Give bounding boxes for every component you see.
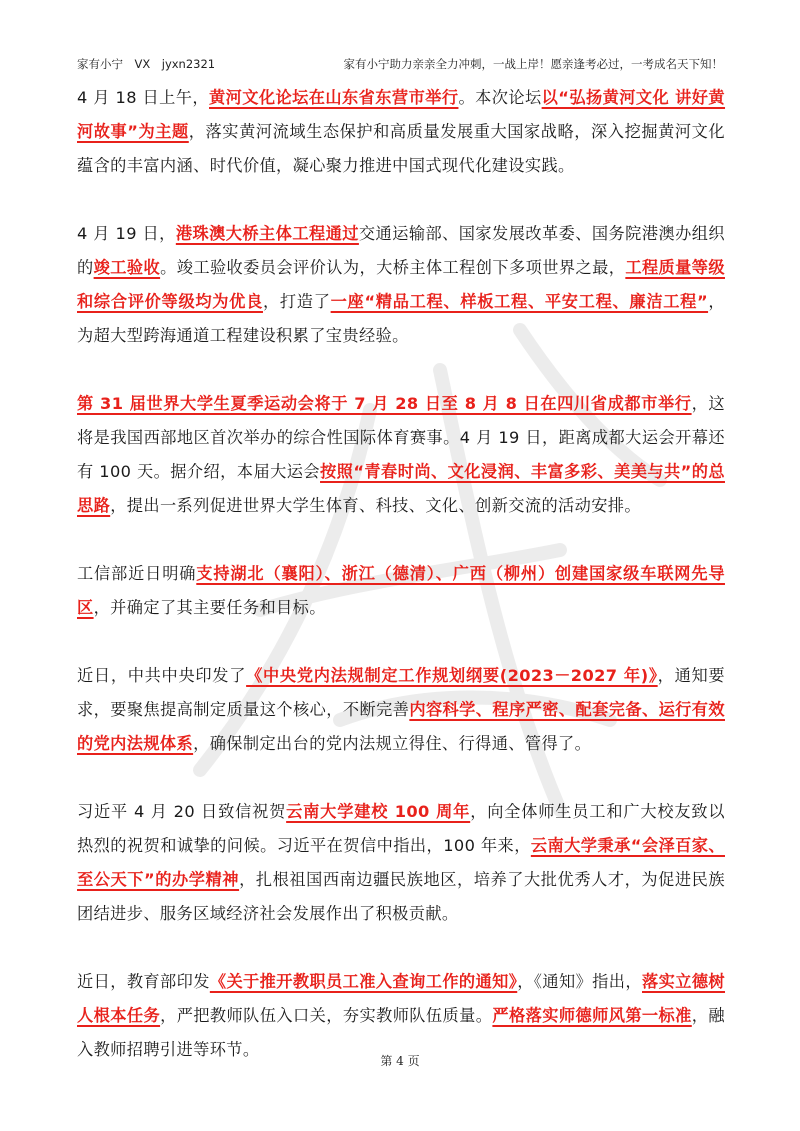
paragraph-text: 。竣工验收委员会评价认为，大桥主体工程创下多项世界之最，	[160, 258, 626, 277]
highlighted-text: 内容科学、程序严密、配套完备、运行有效的党内法规体系	[77, 700, 725, 753]
news-paragraph	[77, 659, 725, 761]
highlighted-text: 落实立德树人根本任务	[77, 972, 726, 1025]
page-header	[77, 56, 723, 72]
highlighted-text: 《中央党内法规制定工作规划纲要(2023－2027 年)》	[246, 666, 658, 685]
news-paragraph	[77, 387, 725, 523]
paragraph-text: ，向全体师生员工和广大校友致以热烈的祝贺和诚挚的问候。习近平在贺信中指出，100 年来，	[77, 802, 725, 855]
header-left-text: 家有小宁 VX jyxn2321	[77, 57, 216, 71]
news-paragraph	[77, 217, 725, 353]
highlighted-text: 按照“青春时尚、文化浸润、丰富多彩、美美与共”的总思路	[77, 462, 725, 515]
header-right-text: 家有小宁助力亲亲全力冲刺，一战上岸！愿亲逢考必过，一考成名天下知！	[343, 57, 723, 71]
news-paragraph	[77, 795, 725, 931]
paragraph-text: 工信部近日明确	[77, 564, 197, 583]
paragraph-text: 习近平 4 月 20 日致信祝贺	[77, 802, 287, 821]
highlighted-text: 工程质量等级和综合评价等级均为优良	[77, 258, 725, 311]
paragraph-text: ，扎根祖国西南边疆民族地区，培养了大批优秀人才，为促进民族团结进步、服务区域经济社会发展作出了积极贡献。	[77, 870, 725, 923]
highlighted-text: 第 31 届世界大学生夏季运动会将于 7 月 28 日至 8 月 8 日在四川省成都市举行	[77, 394, 692, 413]
highlighted-text: 严格落实师德师风第一标准	[492, 1006, 692, 1025]
paragraph-text: ，并确定了其主要任务和目标。	[93, 598, 326, 617]
paragraph-text: 4 月 18 日上午，	[77, 88, 210, 107]
paragraph-text: ，提出一系列促进世界大学生体育、科技、文化、创新交流的活动安排。	[110, 496, 641, 515]
paragraph-text: 交通运输部、国家发展改革委、国务院港澳办组织的	[77, 224, 725, 277]
paragraph-text: ，《通知》指出，	[517, 972, 642, 991]
page-number: 第 4 页	[380, 1054, 420, 1068]
paragraph-text: 。本次论坛	[458, 88, 542, 107]
news-paragraph	[77, 557, 725, 625]
news-paragraph	[77, 81, 725, 183]
highlighted-text: 《关于推开教职员工准入查询工作的通知》	[209, 972, 518, 991]
highlighted-text: 云南大学建校 100 周年	[286, 802, 471, 821]
paragraph-text: ，这将是我国西部地区首次举办的综合性国际体育赛事。4 月 19 日，距离成都大运会开幕还有 100 天。据介绍，本届大运会	[77, 394, 725, 481]
paragraph-text: 近日，教育部印发	[77, 972, 210, 991]
paragraph-text: ，为超大型跨海通道工程建设积累了宝贵经验。	[77, 292, 725, 345]
paragraph-text: 4 月 19 日，	[77, 224, 176, 243]
highlighted-text: 一座“精品工程、样板工程、平安工程、廉洁工程”	[330, 292, 709, 311]
paragraph-text: 近日，中共中央印发了	[77, 666, 247, 685]
highlighted-text: 以“弘扬黄河文化 讲好黄河故事”为主题	[77, 88, 726, 141]
highlighted-text: 黄河文化论坛在山东省东营市举行	[209, 88, 459, 107]
highlighted-text: 支持湖北（襄阳）、浙江（德清）、广西（柳州）创建国家级车联网先导区	[77, 564, 725, 617]
highlighted-text: 港珠澳大桥主体工程通过	[175, 224, 359, 243]
highlighted-text: 竣工验收	[93, 258, 161, 277]
highlighted-text: 云南大学秉承“会泽百家、至公天下”的办学精神	[77, 836, 725, 889]
paragraph-text: ，通知要求，要聚焦提高制定质量这个核心，不断完善	[77, 666, 725, 719]
paragraph-text: ，打造了	[262, 292, 331, 311]
article-body	[77, 81, 725, 1101]
paragraph-text: ，严把教师队伍入口关，夯实教师队伍质量。	[160, 1006, 493, 1025]
paragraph-text: ，落实黄河流域生态保护和高质量发展重大国家战略，深入挖掘黄河文化蕴含的丰富内涵、时代价值，凝心聚力推进中国式现代化建设实践。	[77, 122, 725, 175]
paragraph-text: ，确保制定出台的党内法规立得住、行得通、管得了。	[193, 734, 592, 753]
paragraph-text: ，融入教师招聘引进等环节。	[77, 1006, 725, 1059]
